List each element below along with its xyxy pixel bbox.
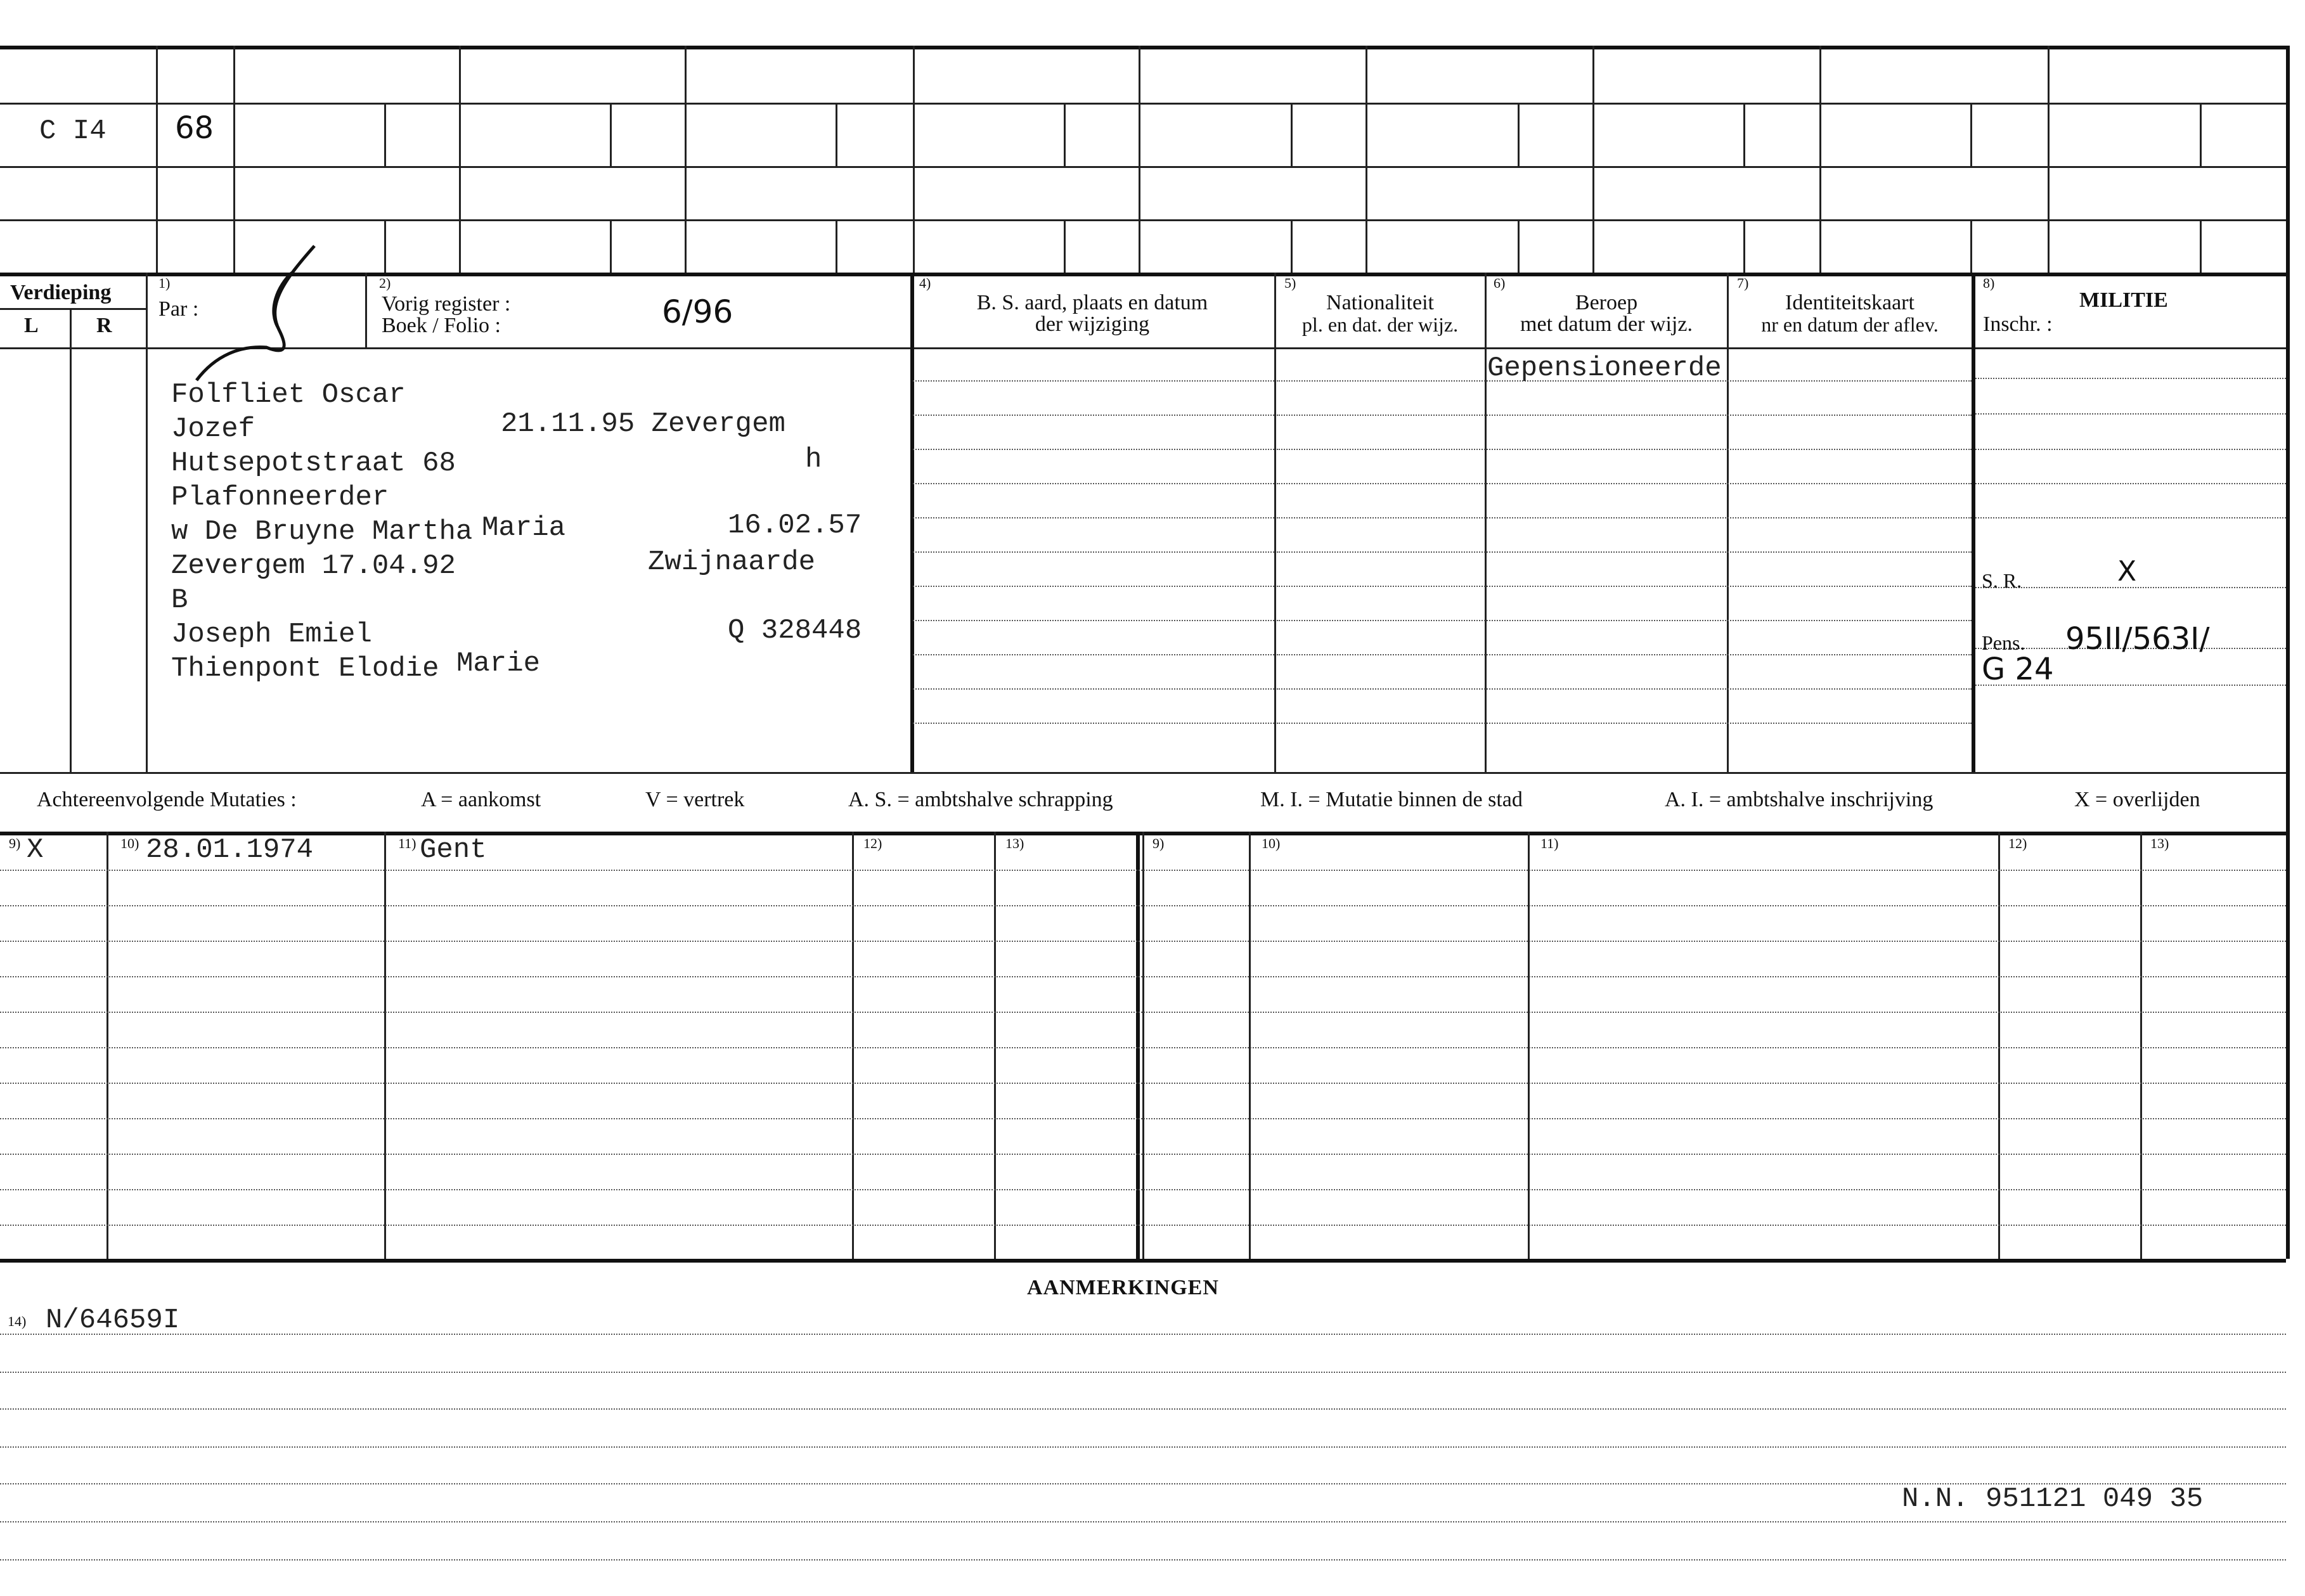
par-label: Par : (158, 297, 199, 321)
mutation-col-label: 13) (1005, 835, 1024, 851)
boek-folio-label: Boek / Folio : (382, 314, 501, 337)
inschr-label: Inschr. : (1983, 312, 2053, 336)
legend-mutatie: M. I. = Mutatie binnen de stad (1260, 788, 1523, 811)
mother-extra-name: Marie (456, 648, 541, 679)
col-l-label: L (24, 314, 39, 337)
occupation: Plafonneerder (171, 482, 389, 513)
verdieping-label: Verdieping (10, 281, 112, 304)
section-divider (0, 772, 2286, 774)
remarks-field-number: 14) (8, 1313, 27, 1329)
field-number: 4) (919, 275, 931, 291)
field-number: 5) (1284, 275, 1296, 291)
bs-label-2: der wijziging (1035, 312, 1150, 336)
vorig-register-label: Vorig register : (382, 292, 511, 316)
mutation-col-label: 9) (1152, 835, 1165, 851)
pens-value-1: 95II/563I/ (2065, 621, 2210, 657)
col-r-label: R (96, 314, 112, 337)
field-number: 8) (1983, 275, 1995, 291)
mother-name: Thienpont Elodie (171, 653, 439, 685)
spouse-name: w De Bruyne Martha (171, 516, 473, 548)
person-line-firstname: Jozef (171, 413, 255, 445)
birth-date-place: 21.11.95 Zevergem (501, 408, 785, 440)
mutation-col-label: 13) (2150, 835, 2169, 851)
militie-title: MILITIE (2079, 288, 2168, 312)
marriage-extra-place: Zwijnaarde (648, 546, 816, 578)
remarks-value: N/64659I (46, 1304, 180, 1336)
identiteitskaart-label: Identiteitskaart (1785, 291, 1914, 314)
beroep-label: Beroep (1575, 291, 1638, 314)
person-line-surname: Folfliet Oscar (171, 379, 406, 411)
spouse-extra-name: Maria (482, 512, 566, 544)
right-border (2286, 46, 2290, 1259)
mutation-col-label: 10) (1262, 835, 1281, 851)
legend-inschrijving: A. I. = ambtshalve inschrijving (1665, 788, 1934, 811)
bs-label: B. S. aard, plaats en datum (976, 291, 1208, 314)
par-checkmark (190, 235, 317, 387)
grid-bottom-border (0, 273, 2290, 276)
field-number: 1) (158, 275, 171, 291)
boek-folio-value: 6/96 (662, 293, 733, 330)
header-bottom-line (0, 347, 2286, 349)
legend-title: Achtereenvolgende Mutaties : (37, 788, 297, 811)
grid-line (0, 219, 2290, 221)
spouse-birth-date: 16.02.57 (728, 510, 862, 541)
mutation-col-label: 12) (2008, 835, 2027, 851)
mutation-col-label: 10) (120, 835, 139, 851)
address-mark: h (805, 444, 822, 475)
pens-label: Pens. (1982, 631, 2025, 654)
mutation-col-label: 9) (9, 835, 21, 851)
nationality-code: B (171, 584, 188, 616)
legend-overlijden: X = overlijden (2074, 788, 2200, 811)
address: Hutsepotstraat 68 (171, 447, 456, 479)
pens-value-2: G 24 (1982, 652, 2054, 687)
mutations-bottom-border (0, 1259, 2286, 1263)
mutation-type: X (27, 834, 44, 866)
card-code: C I4 (39, 115, 107, 147)
aanmerkingen-title: AANMERKINGEN (1027, 1276, 1219, 1299)
mutation-date: 28.01.1974 (146, 834, 314, 866)
marriage-place-date: Zevergem 17.04.92 (171, 550, 456, 582)
nationaliteit-label-2: pl. en dat. der wijz. (1301, 313, 1459, 336)
id-number: Q 328448 (728, 615, 862, 647)
mutation-col-label: 11) (398, 835, 416, 851)
mutation-col-label: 12) (863, 835, 882, 851)
identiteitskaart-label-2: nr en datum der aflev. (1761, 313, 1939, 336)
mutation-col-label: 11) (1540, 835, 1559, 851)
grid-line (0, 166, 2290, 168)
legend-aankomst: A = aankomst (421, 788, 541, 811)
card-number: 68 (175, 110, 214, 146)
top-border (0, 46, 2290, 49)
beroep-value: Gepensioneerde (1487, 352, 1722, 384)
field-number: 2) (379, 275, 391, 291)
sr-label: S. R. (1982, 569, 2022, 592)
mutation-place: Gent (420, 834, 487, 866)
grid-line (0, 103, 2290, 105)
father-name: Joseph Emiel (171, 619, 372, 650)
sr-value: X (2117, 555, 2137, 588)
beroep-label-2: met datum der wijz. (1520, 312, 1693, 336)
national-number: N.N. 951121 049 35 (1902, 1483, 2204, 1515)
legend-schrapping: A. S. = ambtshalve schrapping (848, 788, 1113, 811)
field-number: 7) (1737, 275, 1749, 291)
legend-vertrek: V = vertrek (645, 788, 745, 811)
nationaliteit-label: Nationaliteit (1326, 291, 1434, 314)
field-number: 6) (1494, 275, 1506, 291)
